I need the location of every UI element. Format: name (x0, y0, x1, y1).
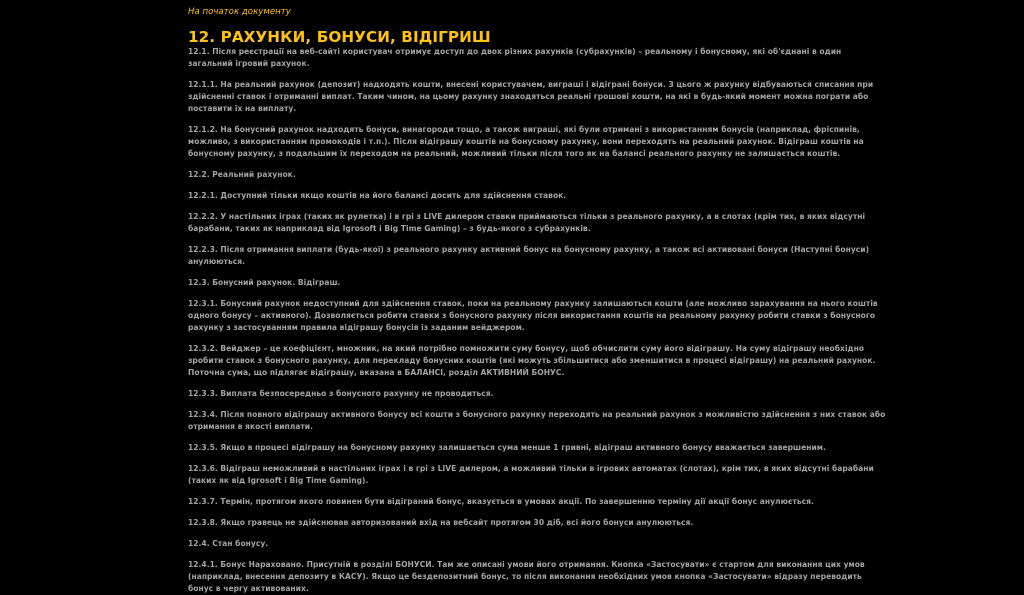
paragraph-12-1-1: 12.1.1. На реальний рахунок (депозит) надходять кошти, внесені користувачем, виграші і відіграні бонуси. З цього ж рахунку відбуваються списання при здійсненні ставок і отриманні виплат. Таким чином, на цьому рахунку знаходяться реальні грошові кошти, на які в будь-який момент можна пограти або поставити їх на виплату. (188, 80, 874, 113)
paragraph-12-2-1: 12.2.1. Доступний тільки якщо коштів на його балансі досить для здійснення ставок. (188, 191, 567, 200)
document-content (188, 0, 888, 595)
paragraph-12-4: 12.4. Стан бонусу. (188, 539, 269, 548)
paragraph-12-3-7: 12.3.7. Термін, протягом якого повинен бути відіграний бонус, вказується в умовах акції. По завершенню терміну дії акції бонус анулюється. (188, 497, 814, 506)
paragraph-12-1: 12.1. Після реєстрації на веб-сайті користувач отримує доступ до двох різних рахунків (субрахунків) – реальному і бонусному, які об'єднані в один загальний ігровий рахунок. (188, 47, 842, 68)
paragraph-12-3-2: 12.3.2. Вейджер – це коефіцієнт, множник, на який потрібно помножити суму бонусу, щоб обчислити суму його відіграшу. На суму відіграшу необхідно зробити ставок з бонусного рахунку, для перекладу бонусних коштів (які можуть збільшитися або зменшитися в процесі відіграшу) на реальний рахунок. Поточна сума, що підлягає відіграшу, вказана в БАЛАНСІ, розділ АКТИВНИЙ БОНУС. (188, 344, 876, 377)
paragraph-12-4-1: 12.4.1. Бонус Нараховано. Присутній в розділі БОНУСИ. Там же описані умови його отримання. Кнопка «Застосувати» є стартом для виконання цих умов (наприклад, внесення депозиту в КАСУ). Якщо це бездепозитний бонус, то після виконання необхідних умов кнопка «Застосувати» відразу переводить бонус в чергу активованих. (188, 560, 865, 593)
paragraph-12-3-5: 12.3.5. Якщо в процесі відіграшу на бонусному рахунку залишається сума менше 1 гривні, відіграш активного бонусу вважається завершеним. (188, 443, 826, 452)
paragraph-12-2-2: 12.2.2. У настільних іграх (таких як рулетка) і в грі з LIVE дилером ставки приймаються тільки з реального рахунку, а в слотах (крім тих, в яких відсутні барабани, таких як наприклад від Igrosoft і Big Time Gaming) – з будь-якого з субрахунків. (188, 212, 866, 233)
paragraph-12-1-2: 12.1.2. На бонусний рахунок надходять бонуси, винагороди тощо, а також виграші, які були отримані з використанням бонусів (наприклад, фріспинів, можливо, з використанням промокодів і т.п.). Після відіграшу коштів на бонусному рахунку, вони переходять на реальний рахунок. Відіграш коштів на бонусному рахунку, з подальшим їх переходом на реальний, можливий тільки після того як на балансі реального рахунку не залишається коштів. (188, 125, 864, 158)
section-title: 12. РАХУНКИ, БОНУСИ, ВІДІГРИШ (188, 28, 491, 46)
paragraph-12-3: 12.3. Бонусний рахунок. Відіграш. (188, 278, 341, 287)
paragraph-12-2-3: 12.2.3. Після отримання виплати (будь-якої) з реального рахунку активний бонус на бонусному рахунку, а також всі активовані бонуси (Наступні бонуси) анулюються. (188, 245, 870, 266)
back-to-top-link[interactable]: На початок документу (188, 7, 291, 17)
paragraph-12-3-8: 12.3.8. Якщо гравець не здійснював авторизований вхід на вебсайт протягом 30 діб, всі його бонуси анулюються. (188, 518, 694, 527)
paragraph-12-3-1: 12.3.1. Бонусний рахунок недоступний для здійснення ставок, поки на реальному рахунку залишаються кошти (але можливо зарахування на нього коштів одного бонусу – активного). Дозволяється робити ставки з бонусного рахунку після використання коштів на реальному рахунку робити ставки з бонусного рахунку з застосуванням правила відіграшу бонусів із заданим вейджером. (188, 299, 878, 332)
paragraph-12-3-3: 12.3.3. Виплата безпосередньо з бонусного рахунку не проводиться. (188, 389, 494, 398)
paragraph-12-3-6: 12.3.6. Відіграш неможливий в настільних іграх і в грі з LIVE дилером, а можливий тільки в ігрових автоматах (слотах), крім тих, в яких відсутні барабани (таких як від Igrosoft і Big Time Gaming). (188, 464, 874, 485)
paragraph-12-3-4: 12.3.4. Після повного відіграшу активного бонусу всі кошти з бонусного рахунку переходять на реальний рахунок з можливістю здійснення з них ставок або отримання в якості виплати. (188, 410, 886, 431)
paragraph-12-2: 12.2. Реальний рахунок. (188, 170, 296, 179)
